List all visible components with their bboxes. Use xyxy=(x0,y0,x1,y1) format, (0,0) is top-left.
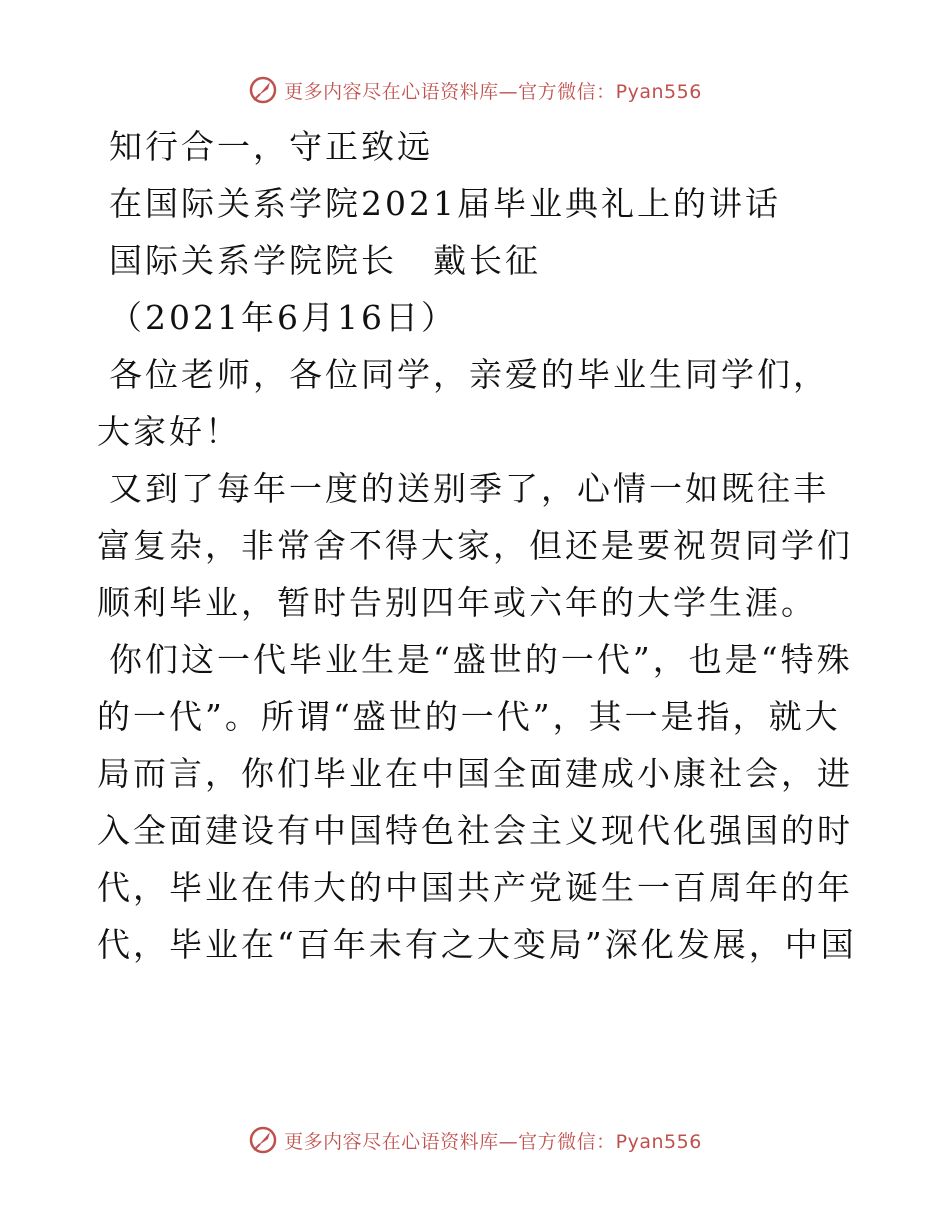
footer-banner xyxy=(0,1120,950,1160)
header-banner xyxy=(0,70,950,110)
feather-quill-logo-icon xyxy=(248,75,278,105)
banner-text: 更多内容尽在心语资料库—官方微信：Pyan556 xyxy=(284,80,702,103)
paragraph-generation: 你们这一代毕业生是“盛世的一代”，也是“特殊的一代”。所谓“盛世的一代”，其一是指，就大局而言，你们毕业在中国全面建成小康社会，进入全面建设有中国特色社会主义现代化强国的时代，毕业在伟大的中国共产党诞生一百周年的年代，毕业在“百年未有之大变局”深化发展，中国 xyxy=(97,640,857,964)
banner-text: 更多内容尽在心语资料库—官方微信：Pyan556 xyxy=(284,1130,702,1153)
document-author: 国际关系学院院长 戴长征 xyxy=(109,241,541,280)
feather-quill-logo-icon xyxy=(248,1125,278,1155)
document-body xyxy=(97,118,857,973)
document-title: 知行合一，守正致远 xyxy=(109,127,433,166)
document-date: （2021年6月16日） xyxy=(109,298,457,337)
paragraph-farewell: 又到了每年一度的送别季了，心情一如既往丰富复杂，非常舍不得大家，但还是要祝贺同学们顺利毕业，暂时告别四年或六年的大学生涯。 xyxy=(97,469,853,622)
paragraph-greeting: 各位老师，各位同学，亲爱的毕业生同学们，大家好！ xyxy=(97,355,829,451)
document-subtitle: 在国际关系学院2021届毕业典礼上的讲话 xyxy=(109,184,781,223)
